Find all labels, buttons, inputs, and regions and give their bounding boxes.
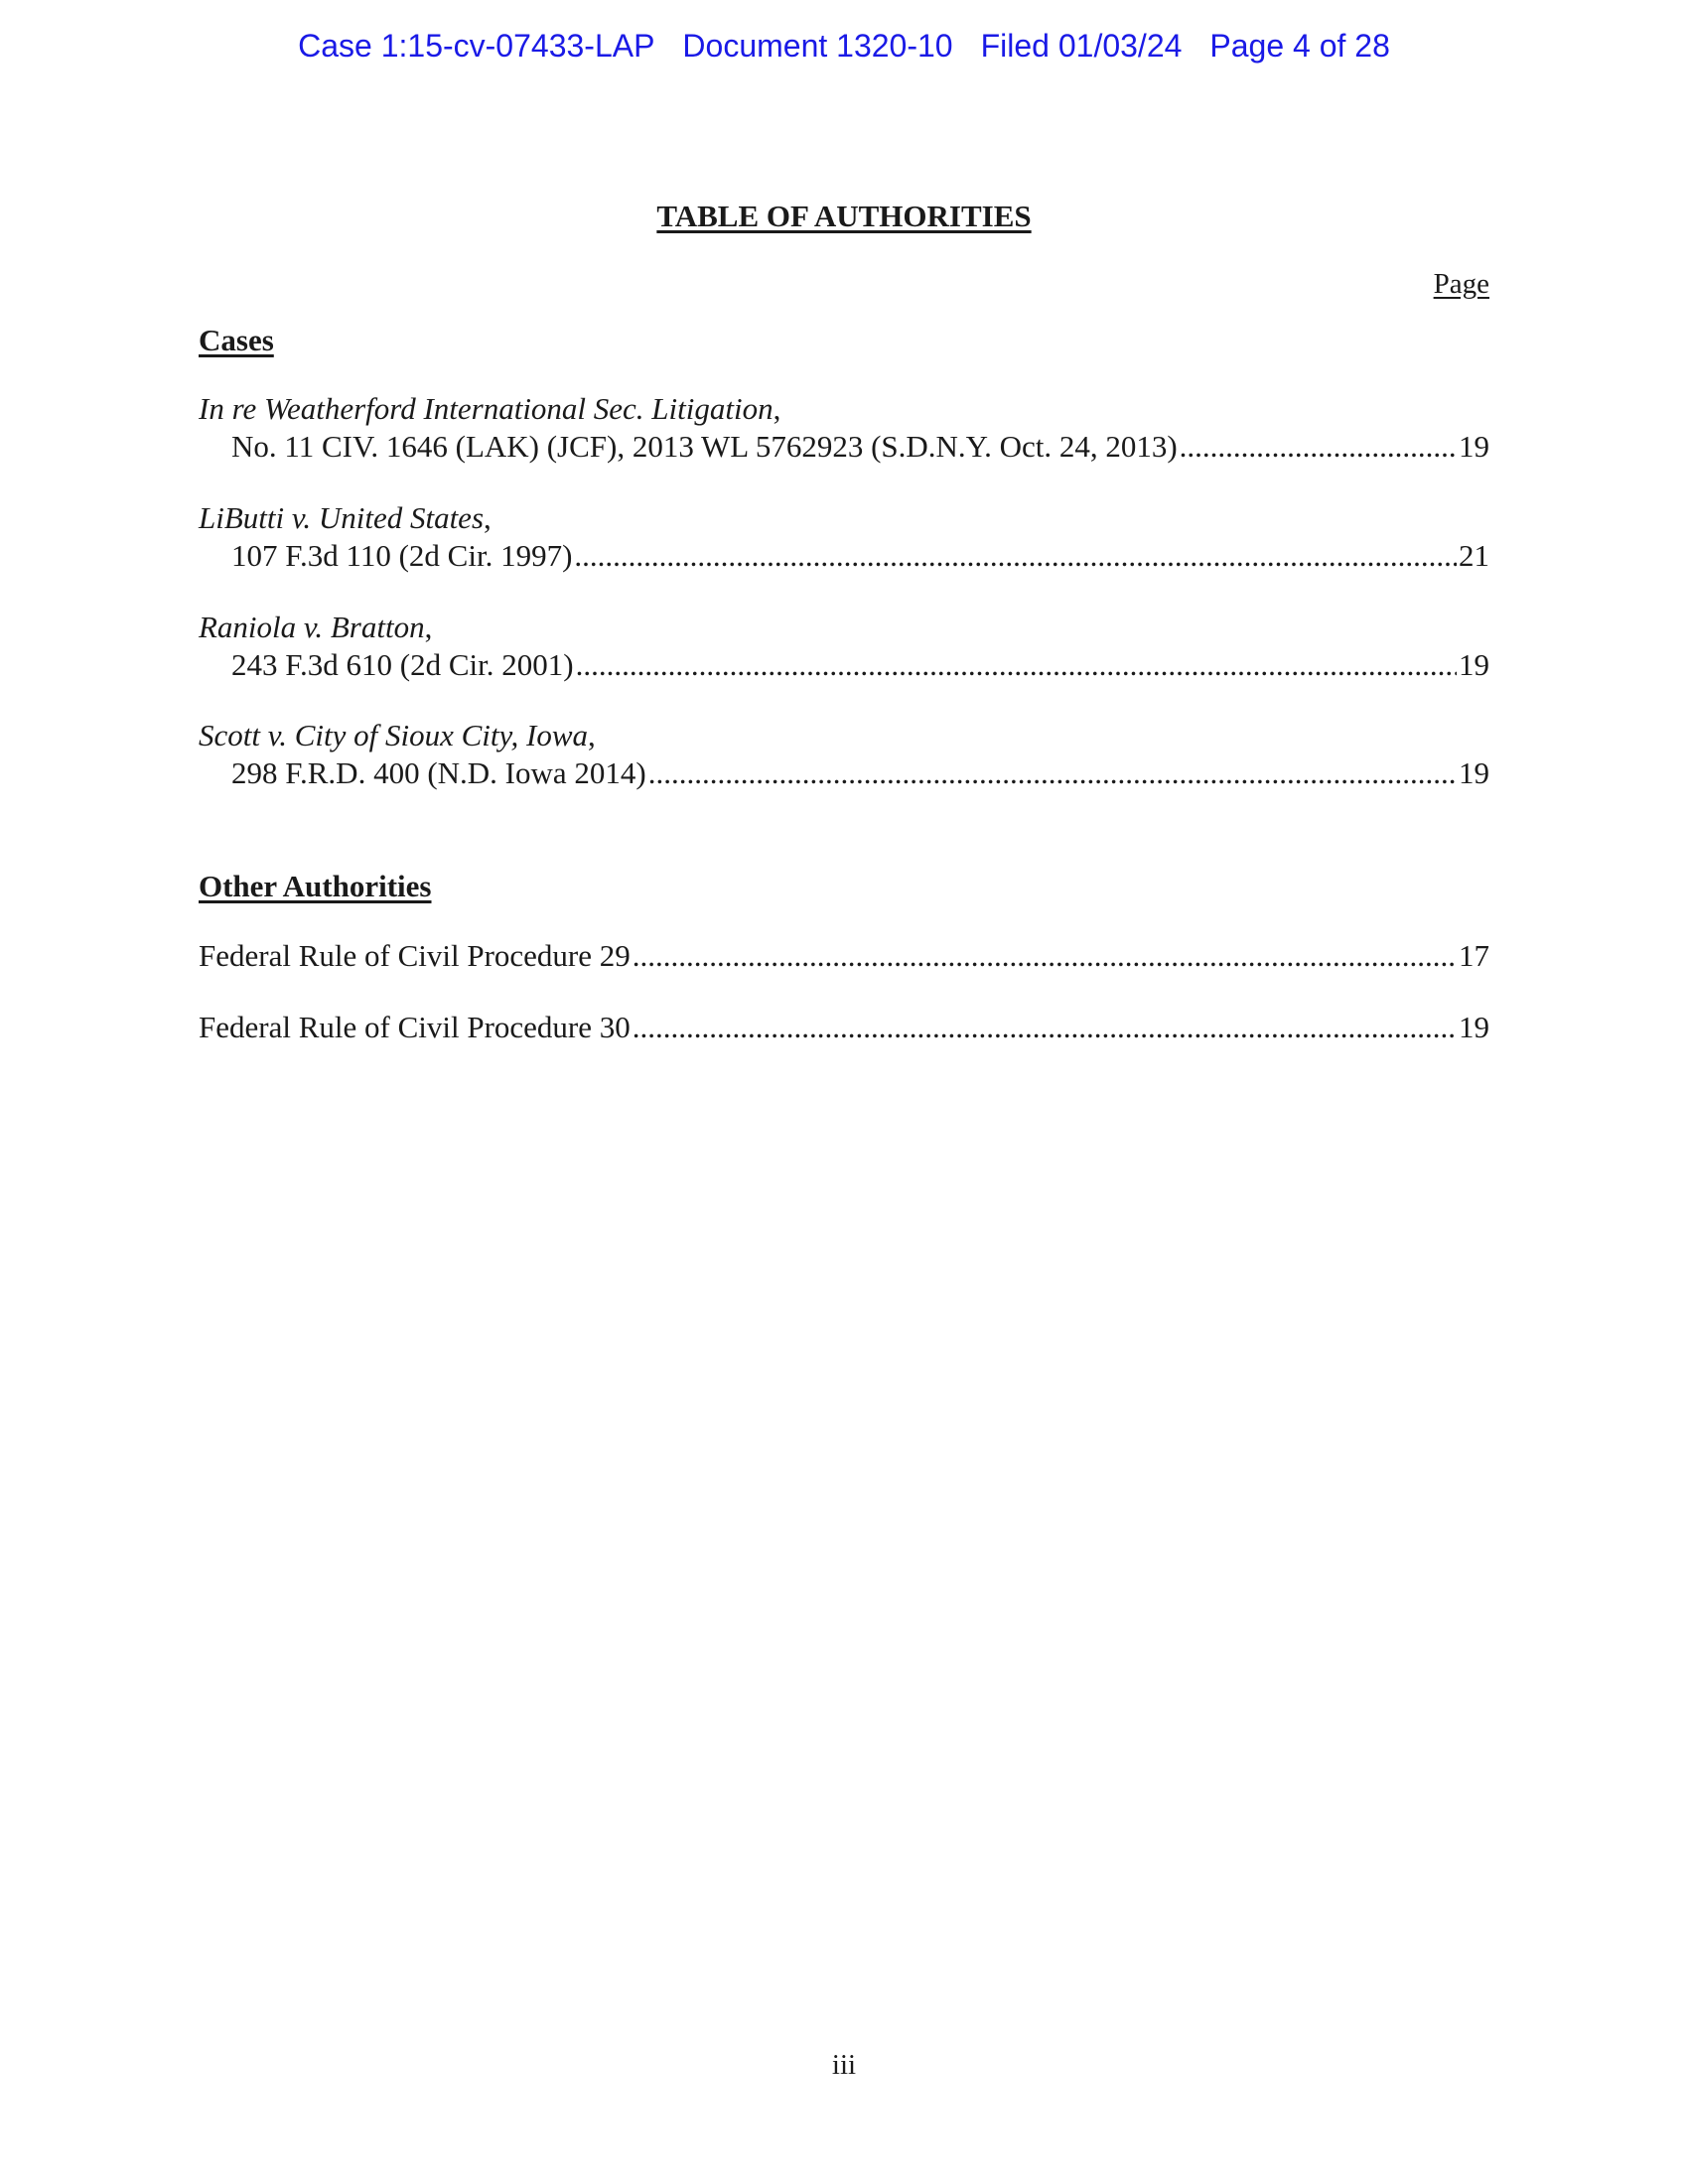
- section-heading-other-authorities: Other Authorities: [199, 869, 432, 903]
- page-reference: 17: [1459, 938, 1489, 973]
- dot-leader: [574, 537, 1457, 575]
- header-document-number: Document 1320-10: [682, 28, 953, 64]
- case-citation: 243 F.3d 610 (2d Cir. 2001): [231, 647, 574, 682]
- dot-leader: [633, 937, 1457, 975]
- header-page-count: Page 4 of 28: [1209, 28, 1390, 64]
- case-citation: 298 F.R.D. 400 (N.D. Iowa 2014): [231, 755, 646, 790]
- toa-entry: In re Weatherford International Sec. Litigation, No. 11 CIV. 1646 (LAK) (JCF), 2013 WL 5762923 (S.D.N.Y. Oct. 24, 2013) ..... 19: [199, 390, 1489, 466]
- dot-leader: [1180, 428, 1457, 466]
- header-filed-date: Filed 01/03/24: [980, 28, 1183, 64]
- ecf-header: [0, 28, 1688, 65]
- case-name: Scott v. City of Sioux City, Iowa: [199, 718, 589, 752]
- section-heading-cases: Cases: [199, 323, 274, 357]
- footer-page-number: iii: [831, 2049, 857, 2081]
- case-citation: No. 11 CIV. 1646 (LAK) (JCF), 2013 WL 5762923 (S.D.N.Y. Oct. 24, 2013): [231, 429, 1178, 464]
- page-reference: 19: [1459, 1010, 1489, 1044]
- toa-entry: LiButti v. United States, 107 F.3d 110 (2d Cir. 1997) ..... 21: [199, 499, 1489, 575]
- page-reference: 19: [1459, 755, 1489, 790]
- page-reference: 19: [1459, 647, 1489, 682]
- header-case-number: Case 1:15-cv-07433-LAP: [298, 28, 655, 64]
- case-citation: 107 F.3d 110 (2d Cir. 1997): [231, 538, 573, 573]
- toa-entry: Scott v. City of Sioux City, Iowa, 298 F.R.D. 400 (N.D. Iowa 2014) ..... 19: [199, 717, 1489, 792]
- dot-leader: [633, 1009, 1457, 1046]
- authority-citation: Federal Rule of Civil Procedure 30: [199, 1010, 631, 1044]
- toa-entry: Raniola v. Bratton, 243 F.3d 610 (2d Cir. 2001) ..... 19: [199, 609, 1489, 684]
- page-title: TABLE OF AUTHORITIES: [656, 199, 1032, 233]
- toa-entry: [199, 937, 1489, 975]
- case-name: In re Weatherford International Sec. Litigation: [199, 391, 774, 426]
- page-reference: 21: [1459, 538, 1489, 573]
- case-name: Raniola v. Bratton: [199, 610, 425, 644]
- dot-leader: [648, 754, 1457, 792]
- page-reference: 19: [1459, 429, 1489, 464]
- authority-citation: Federal Rule of Civil Procedure 29: [199, 938, 631, 973]
- dot-leader: [576, 646, 1457, 684]
- toa-entry: [199, 1009, 1489, 1046]
- page-column-label: Page: [1433, 268, 1489, 300]
- case-name: LiButti v. United States: [199, 500, 485, 535]
